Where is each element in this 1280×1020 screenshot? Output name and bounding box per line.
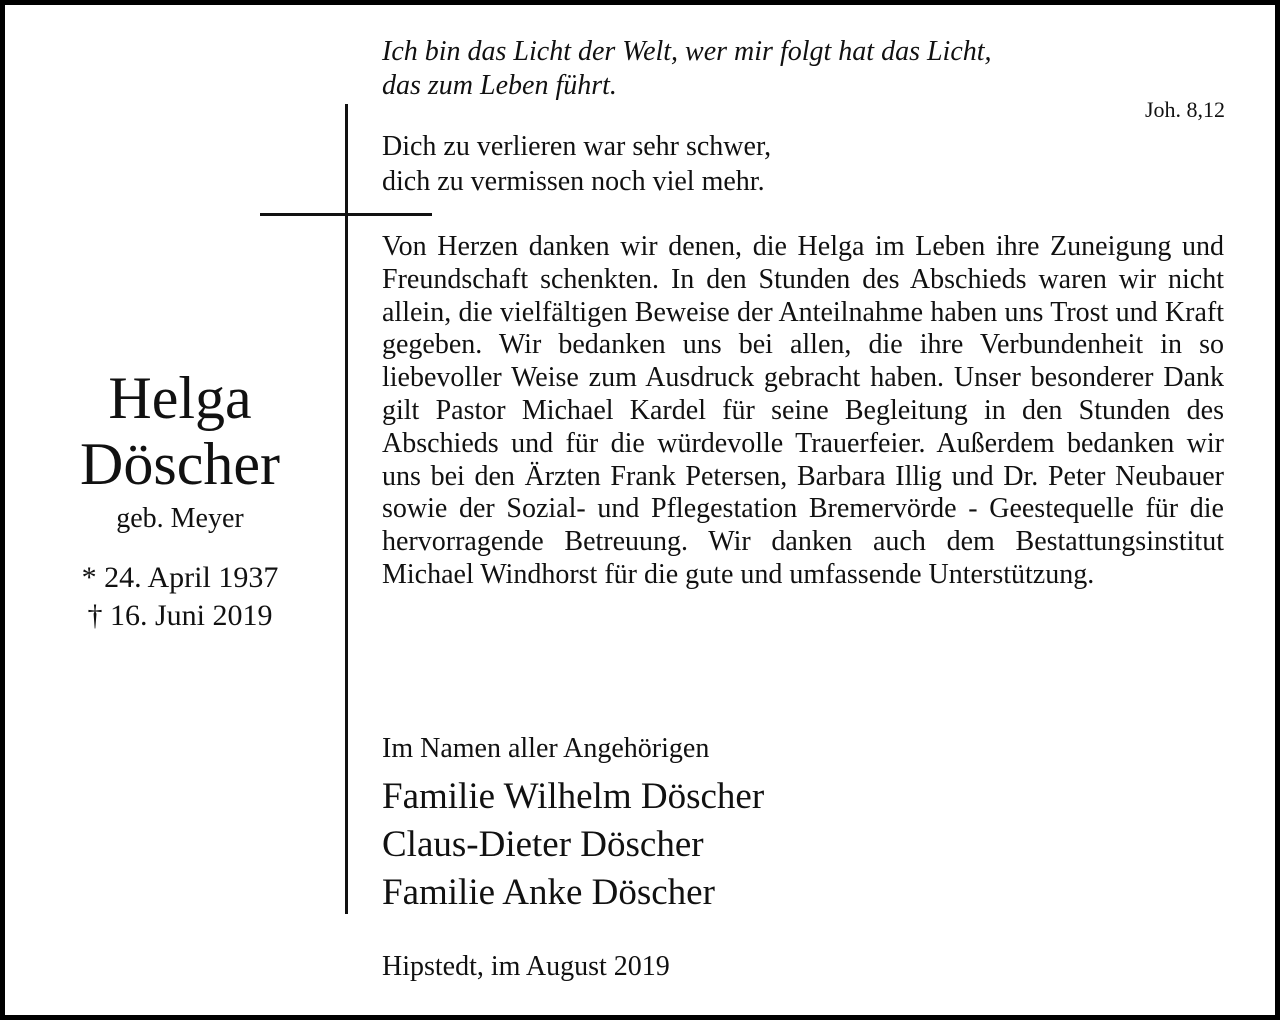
signature-name: Familie Wilhelm Döscher xyxy=(382,776,765,817)
death-date: † 16. Juni 2019 xyxy=(87,599,273,632)
life-dates xyxy=(35,559,325,635)
obituary-notice xyxy=(5,5,1275,1015)
deceased-block xyxy=(35,365,325,635)
signature-name: Claus-Dieter Döscher xyxy=(382,824,704,865)
signature-name: Familie Anke Döscher xyxy=(382,872,715,913)
bible-quote xyxy=(382,35,1242,103)
maiden-name: geb. Meyer xyxy=(116,503,244,534)
lead-line-1: Dich zu verlieren war sehr schwer, xyxy=(382,131,772,162)
signature-names xyxy=(382,773,764,917)
quote-line-2: das zum Leben führt. xyxy=(382,70,617,101)
thank-you-message: Von Herzen danken wir denen, die Helga im Leben ihre Zuneigung und Freundschaft schenkten. In den Stunden des Abschieds waren wir nicht allein, die vielfältigen Beweise der Anteilnahme haben uns Trost und Kraft gegeben. Wir bedanken uns bei allen, die ihre Verbundenheit in so liebevoller Weise zum Ausdruck gebracht haben. Unser besonderer Dank gilt Pastor Michael Kardel für seine Begleitung in den Stunden des Abschieds und für die würdevolle Trauerfeier. Außerdem bedanken wir uns bei den Ärzten Frank Petersen, Barbara Illig und Dr. Peter Neubauer sowie der Sozial- und Pflegestation Bremervörde - Geestequelle für die hervorragende Betreuung. Wir danken auch dem Bestattungsinstitut Michael Windhorst für die gute und umfassende Unterstützung. xyxy=(382,231,1224,590)
lead-line-2: dich zu vermissen noch viel mehr. xyxy=(382,166,765,197)
place-and-date: Hipstedt, im August 2019 xyxy=(382,951,670,982)
deceased-last-name: Döscher xyxy=(80,431,280,497)
quote-line-1: Ich bin das Licht der Welt, wer mir folgt hat das Licht, xyxy=(382,36,992,67)
birth-date: * 24. April 1937 xyxy=(81,561,279,594)
signature-intro: Im Namen aller Angehörigen xyxy=(382,733,710,764)
cross-horizontal-bar xyxy=(260,213,432,216)
verse-reference: Joh. 8,12 xyxy=(1144,97,1225,122)
lead-verse xyxy=(382,129,1242,199)
cross-vertical-bar xyxy=(345,104,348,914)
deceased-first-name: Helga xyxy=(108,365,252,431)
